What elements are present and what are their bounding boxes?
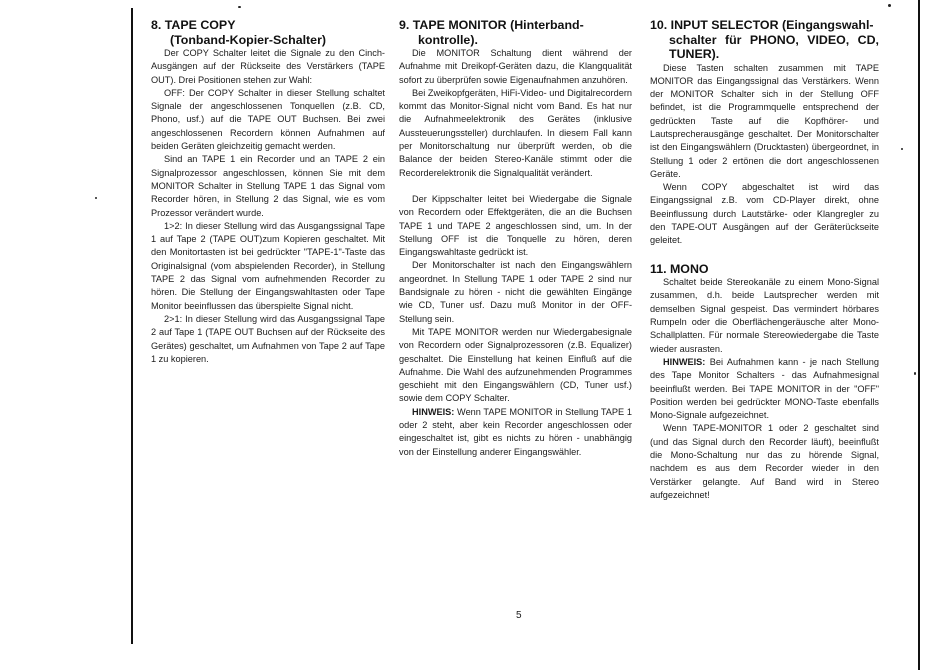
- scan-speck: [914, 372, 916, 375]
- body-paragraph: [151, 87, 385, 153]
- paragraph-text: 2>1: In dieser Stellung wird das Ausgangssignal Tape 2 auf Tape 1 (TAPE OUT Buchsen auf der Rückseite des Gerätes) geschaltet, um Aufnahmen von Tape 2 auf Tape 1 zu kopieren.: [151, 313, 385, 364]
- paragraph-text: Sind an TAPE 1 ein Recorder und an TAPE 2 ein Signalprozessor angeschlossen, können Sie mit dem MONITOR Schalter in Stellung TAPE 1 das Signal vom Recorder hören, in Stellung 2 das Signal, wie es vom Prozessor verändert wurde.: [151, 154, 385, 218]
- section-title: 11. MONO: [650, 261, 709, 276]
- section-subtitle: (Tonband-Kopier-Schalter): [170, 32, 327, 47]
- body-paragraph: [399, 326, 632, 406]
- section-title: 10. INPUT SELECTOR (Eingangswahl-: [650, 18, 874, 32]
- page-number: 5: [516, 610, 522, 621]
- scan-speck: [901, 148, 903, 150]
- section-heading: [399, 18, 632, 47]
- section-heading: [151, 18, 385, 47]
- paragraph-text: Bei Aufnahmen kann - je nach Stellung des Tape Monitor Schalters - das Aufnahmesignal beeinflußt werden. Bei TAPE MONITOR in der "OFF" Position werden bei gedrückter MONO-Taste ebenfalls Mono-Signale aufgezeichnet.: [650, 356, 879, 421]
- body-paragraph: [151, 153, 385, 219]
- body-paragraph: [151, 220, 385, 313]
- body-paragraph: [399, 406, 632, 459]
- paragraph-text: Bei Zweikopfgeräten, HiFi-Video- und Digitalrecordern kommt das Monitor-Signal nicht vom Band. Es hat nur die Aufnahmeelektronik des Gerätes (inklusive Aussteuerungssteller) durchlaufen. In diesem Fall kann per Monitorschaltung nur überprüft werden, ob die Balance der beiden Stereo-Kanäle stimmt oder die Recorderelektronik die Signalqualität verändert.: [399, 87, 632, 178]
- scan-speck: [238, 6, 241, 8]
- body-paragraph: [650, 181, 879, 247]
- right-page-edge: [918, 0, 920, 670]
- body-paragraph: [650, 62, 879, 182]
- paragraph-text: Wenn TAPE-MONITOR 1 oder 2 geschaltet sind (und das Signal durch den Recorder läuft), beeinflußt die Mono-Schaltung nur das zu hörende Signal, nachdem es aus dem Recorder wieder in den Verstärker gelangte. Auf Band wird in Stereo aufgezeichnet!: [650, 423, 879, 500]
- body-paragraph: [650, 356, 879, 422]
- paragraph-text: Der Kippschalter leitet bei Wiedergabe die Signale von Recordern oder Effektgeräten, die an die Buchsen TAPE 1 und TAPE 2 angeschlossen sind, um. In der Stellung OFF ist die Tonquelle zu hören, deren Eingangswahltaste gedrückt ist.: [399, 193, 632, 258]
- paragraph-text: OFF: Der COPY Schalter in dieser Stellung schaltet Signale der angeschlossenen Tonquellen (z.B. CD, Phono, usf.) auf die TAPE OUT Buchsen. Bei zwei angeschlossenen Recordern können Aufnahmen auf beiden Geräten gleichzeitig gemacht werden.: [151, 87, 385, 152]
- body-paragraph: [650, 422, 879, 502]
- column-1: [151, 18, 385, 366]
- column-2: [399, 18, 632, 459]
- paragraph-text: Mit TAPE MONITOR werden nur Wiedergabesignale von Recordern oder Signalprozessoren (z.B. Equalizer) geschaltet. Die Einstellung hat keinen Einfluß auf die Aufnahme. Die Wahl des aufzunehmenden Programmes geschieht mit den Eingangswählern (CD, Tuner usf.) sowie dem COPY Schalter.: [399, 326, 632, 404]
- paragraph-text: Wenn COPY abgeschaltet ist wird das Eingangssignal z.B. vom CD-Player direkt, ohne Beeinflussung durch Lautstärke- oder Klangregler zu den TAPE-OUT Ausgängen auf der Geräterückseite geleitet.: [650, 182, 879, 246]
- paragraph-text: Wenn TAPE MONITOR in Stellung TAPE 1 oder 2 steht, aber kein Recorder angeschlossen oder eingeschaltet ist, gibt es nichts zu hören - unabhängig von der Einstellung anderer Eingangswähler.: [399, 406, 632, 457]
- paragraph-text: Die MONITOR Schaltung dient während der Aufnahme mit Dreikopf-Geräten dazu, die Klangqualität sofort zu überprüfen sowie Eigenaufnahmen anzuhören.: [399, 48, 632, 85]
- body-paragraph: [151, 313, 385, 366]
- paragraph-text: Diese Tasten schalten zusammen mit TAPE MONITOR das Eingangssignal das Verstärkers. Wenn der MONITOR Schalter sich in der Stellung OFF befindet, ist die Programmquelle entsprechend der gedrückten Taste auf die Kopfhörer- und Lautsprecherausgänge geschaltet. Der Monitorschalter ist den Eingangswählern (Drucktasten) übergeordnet, in Stellung 1 oder 2 ertönen die dort angeschlossenen Geräte.: [650, 62, 879, 179]
- body-paragraph: [399, 47, 632, 87]
- paragraph-text: Schaltet beide Stereokanäle zu einem Mono-Signal zusammen, d.h. beide Lautsprecher werden mit demselben Signal gespeist. Das vermindert hörbares Rumpeln oder die Oberflächengeräusche alter Mono-Schallplatten. Für normale Stereowiedergabe die Taste wieder ausrasten.: [650, 277, 879, 354]
- scan-speck: [95, 197, 97, 199]
- paragraph-text: 1>2: In dieser Stellung wird das Ausgangssignal Tape 1 auf Tape 2 (TAPE OUT)zum Kopieren geschaltet. Mit den Monitortasten ist bei gedrückter "TAPE-1"-Taste das Originalsignal (vom abspielenden Recorder), in Stellung TAPE 2 das Signal vom aufnehmenden Recorder zu hören. Die Stellung der Eingangswahltasten oder Tape Monitor beeinflussen das überspielte Signal nicht.: [151, 220, 385, 311]
- scan-speck: [888, 4, 891, 7]
- section-title: 8. TAPE COPY: [151, 18, 236, 32]
- section-heading: [650, 18, 879, 62]
- section-subtitle: kontrolle).: [418, 32, 478, 47]
- body-paragraph: [399, 87, 632, 180]
- section-subtitle: schalter für PHONO, VIDEO, CD, TUNER).: [669, 32, 879, 61]
- body-paragraph: [399, 193, 632, 259]
- body-paragraph: [650, 276, 879, 356]
- note-label: HINWEIS:: [412, 406, 455, 417]
- body-paragraph: [399, 259, 632, 325]
- paragraph-text: Der COPY Schalter leitet die Signale zu den Cinch-Ausgängen auf der Rückseite des Verstärkers (TAPE OUT). Drei Positionen stehen zur Wahl:: [151, 48, 385, 85]
- note-label: HINWEIS:: [663, 356, 706, 367]
- left-page-edge: [131, 8, 133, 644]
- column-3: [650, 18, 879, 502]
- paragraph-text: Der Monitorschalter ist nach den Eingangswählern angeordnet. In Stellung TAPE 1 oder TAPE 2 sind nur Bandsignale zu hören - nicht die gewählten Eingänge wie CD, Tuner usf. Dazu muß Monitor in der OFF-Stellung sein.: [399, 260, 632, 324]
- section-heading: [650, 262, 879, 277]
- body-paragraph: [151, 47, 385, 87]
- section-title: 9. TAPE MONITOR (Hinterband-: [399, 18, 584, 32]
